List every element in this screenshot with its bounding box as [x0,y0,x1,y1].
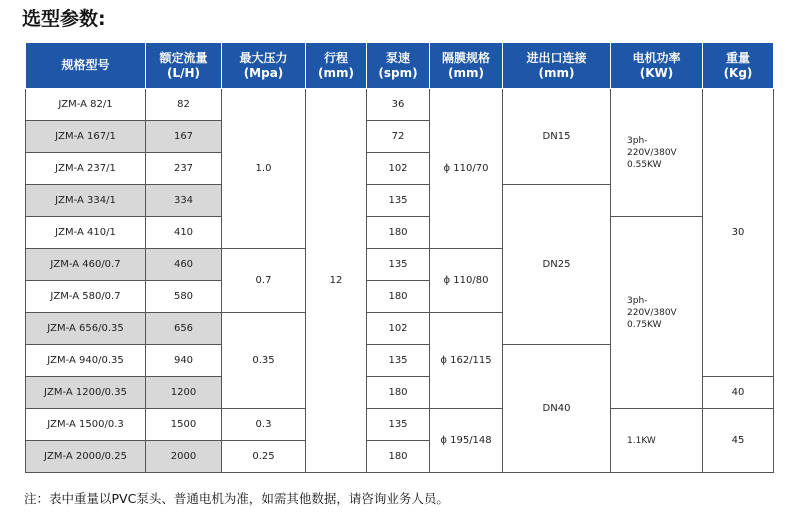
weight-cell: 40 [703,377,774,409]
weight-cell: 30 [703,89,774,377]
header-model: 规格型号 [26,43,146,89]
footnote: 注：表中重量以PVC泵头、普通电机为准，如需其他数据，请咨询业务人员。 [24,491,449,506]
header-row [26,43,774,89]
pressure-cell: 0.25 [222,441,306,473]
weight-cell: 45 [703,409,774,473]
table-row [26,217,774,249]
speed-cell: 135 [367,345,430,377]
flow-cell: 237 [146,153,222,185]
speed-cell: 102 [367,153,430,185]
pressure-cell: 0.35 [222,313,306,409]
model-cell: JZM-A 460/0.7 [26,249,146,281]
motor-cell: 3ph- 220V/380V 0.75KW [611,217,703,409]
stroke-cell: 12 [306,89,367,473]
motor-cell: 3ph- 220V/380V 0.55KW [611,89,703,217]
diaphragm-cell: ϕ 162/115 [430,313,503,409]
model-cell: JZM-A 82/1 [26,89,146,121]
connection-cell: DN40 [503,345,611,473]
pressure-cell: 1.0 [222,89,306,249]
model-cell: JZM-A 334/1 [26,185,146,217]
header-flow: 额定流量 (L/H) [146,43,222,89]
model-cell: JZM-A 167/1 [26,121,146,153]
flow-cell: 82 [146,89,222,121]
speed-cell: 72 [367,121,430,153]
table-row [26,89,774,121]
pressure-cell: 0.3 [222,409,306,441]
model-cell: JZM-A 580/0.7 [26,281,146,313]
speed-cell: 180 [367,281,430,313]
speed-cell: 135 [367,409,430,441]
flow-cell: 2000 [146,441,222,473]
speed-cell: 135 [367,185,430,217]
header-pressure: 最大压力 (Mpa) [222,43,306,89]
speed-cell: 180 [367,217,430,249]
flow-cell: 334 [146,185,222,217]
header-diaphragm: 隔膜规格 (mm) [430,43,503,89]
model-cell: JZM-A 656/0.35 [26,313,146,345]
header-stroke: 行程 (mm) [306,43,367,89]
pressure-cell: 0.7 [222,249,306,313]
speed-cell: 102 [367,313,430,345]
table-row [26,409,774,441]
model-cell: JZM-A 2000/0.25 [26,441,146,473]
model-cell: JZM-A 1500/0.3 [26,409,146,441]
flow-cell: 1200 [146,377,222,409]
model-cell: JZM-A 940/0.35 [26,345,146,377]
header-speed: 泵速 (spm) [367,43,430,89]
connection-cell: DN25 [503,185,611,345]
speed-cell: 36 [367,89,430,121]
model-cell: JZM-A 237/1 [26,153,146,185]
flow-cell: 656 [146,313,222,345]
speed-cell: 135 [367,249,430,281]
diaphragm-cell: ϕ 110/70 [430,89,503,249]
model-cell: JZM-A 410/1 [26,217,146,249]
header-connection: 进出口连接 (mm) [503,43,611,89]
flow-cell: 940 [146,345,222,377]
spec-table [25,42,774,473]
speed-cell: 180 [367,441,430,473]
connection-cell: DN15 [503,89,611,185]
model-cell: JZM-A 1200/0.35 [26,377,146,409]
diaphragm-cell: ϕ 110/80 [430,249,503,313]
flow-cell: 580 [146,281,222,313]
diaphragm-cell: ϕ 195/148 [430,409,503,473]
flow-cell: 460 [146,249,222,281]
flow-cell: 167 [146,121,222,153]
header-motor: 电机功率 (KW) [611,43,703,89]
motor-cell: 1.1KW [611,409,703,473]
flow-cell: 1500 [146,409,222,441]
flow-cell: 410 [146,217,222,249]
header-weight: 重量 (Kg) [703,43,774,89]
speed-cell: 180 [367,377,430,409]
page-title: 选型参数: [22,8,106,30]
